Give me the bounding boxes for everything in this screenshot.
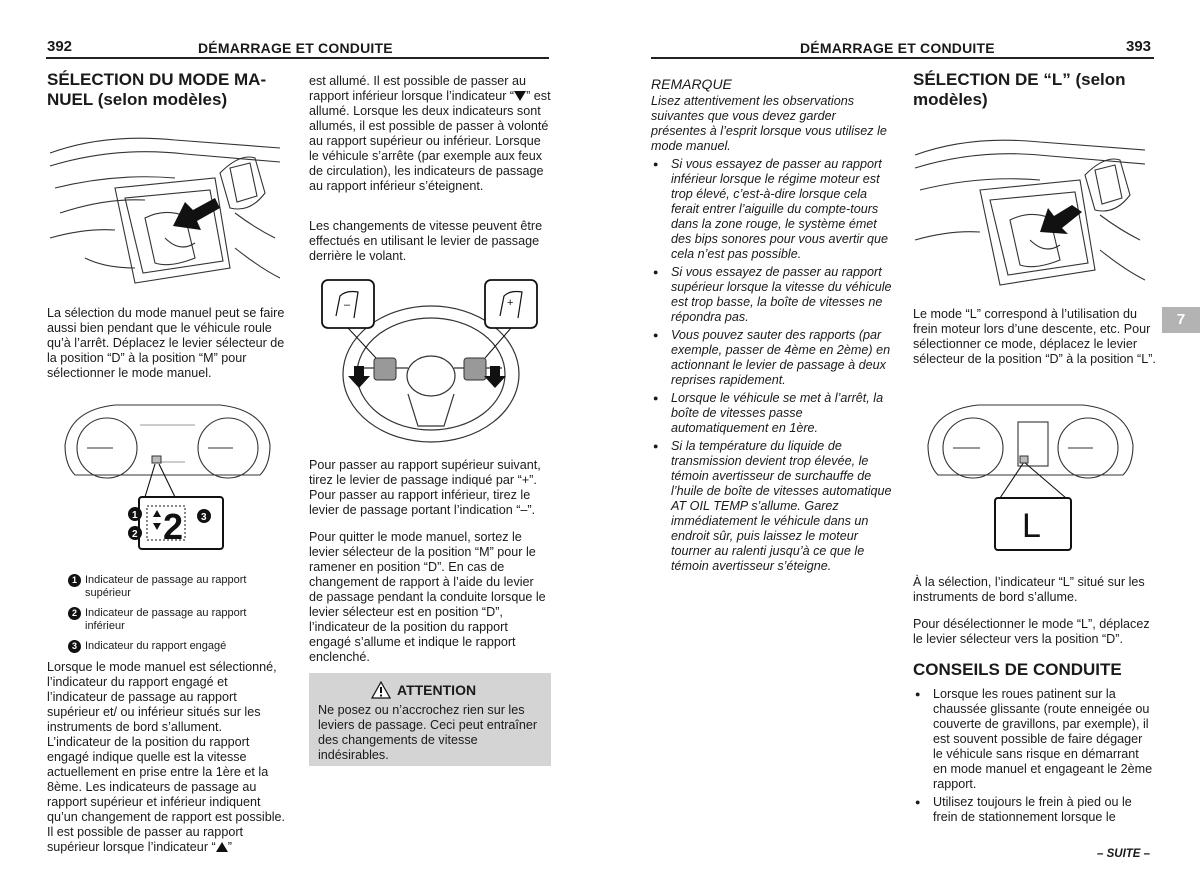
list-item: ● Lorsque les roues patinent sur la chaussée glissante (route enneigée ou couverte de gravillons, par exemple), il est souvent possible de faire dégager le véhicule sans risque en démarrant en mode manuel et engageant le 2ème rapport. — [913, 687, 1155, 792]
list-item: ● Si vous essayez de passer au rapport inférieur lorsque le régime moteur est trop élevé, c’est-à-dire lorsque cela ferait entrer l’aiguille du compte-tours dans la zone rouge, le système émet des bips sonores pour vous avertir que cela n’est pas possible. — [651, 157, 894, 262]
manual-mode-body-text: Lorsque le mode manuel est sélectionné, l’indicateur du rapport engagé et l’indicateur de passage au rapport supérieur et/ ou inférieur situés sur les instruments de bord s’allument. L’indicateur de la position du rapport engagé indique quelle est la vitesse actuellement en prise entre la 1ère et la 8ème. Les indicateurs de passage au rapport supérieur et inférieur indiquent qu’un changement de rapport est possible. Il est possible de passer au rapport supérieur lorsque l’indicateur “ — [47, 660, 286, 854]
list-item: ● Si la température du liquide de transmission devient trop élevée, le témoin avertisseur de surchauffe de l’huile de boîte de vitesses automatique AT OIL TEMP s’allume. Garez immédiatement le véhicule dans un endroit sûr, puis laissez le moteur tourner au ralenti jusqu’à ce que le témoin avertisseur s’éteigne. — [651, 439, 894, 574]
section-title-l-mode: SÉLECTION DE “L” (selon modèles) — [913, 70, 1126, 109]
section-title-driving-tips: CONSEILS DE CONDUITE — [913, 660, 1122, 679]
manual-mode-intro: La sélection du mode manuel peut se faire aussi bien pendant que le véhicule roule qu’à l’arrêt. Déplacez le levier sélecteur de la position “D” à la position “M” pour sélectionner le mode manuel. — [47, 306, 285, 380]
l-cluster-illustration — [918, 400, 1143, 560]
list-item: ● Vous pouvez sauter des rapports (par exemple, passer de 4ème en 2ème) en actionnant le levier de passage à deux reprises rapidement. — [651, 328, 894, 388]
svg-text:2: 2 — [132, 529, 138, 540]
left-running-head: DÉMARRAGE ET CONDUITE — [198, 40, 393, 56]
manual-mode-body — [47, 660, 289, 855]
paddle-shift-intro: Les changements de vitesse peuvent être effectués en utilisant le levier de passage derrière le volant. — [309, 219, 543, 263]
paddle-shift-instructions: Pour passer au rapport supérieur suivant, tirez le levier de passage indiqué par “+”. Pour passer au rapport inférieur, tirez le levier de passage portant l’indication “–”. — [309, 458, 541, 517]
right-header-rule — [651, 57, 1154, 59]
plus-paddle-symbol: + — [507, 297, 514, 309]
attention-header — [371, 681, 476, 699]
indicator-explanation-start: est allumé. Il est possible de passer au rapport inférieur lorsque l’indicateur “ — [309, 74, 527, 103]
indicator-explanation-end: ” est allumé. Lorsque les deux indicateurs sont allumés, il est possible de passer à volonté au rapport supérieur ou inférieur. Lorsque le véhicule s’arrête (par exemple aux feux de circulation), les indicateurs de passage au rapport inférieur s’éteignent. — [309, 89, 551, 193]
shifter-console-illustration — [45, 118, 285, 293]
attention-text: Ne posez ou n’accrochez rien sur les leviers de passage. Ceci peut entraîner des changements de vitesse indésirables. — [318, 703, 538, 762]
right-page-number: 393 — [1126, 38, 1152, 55]
gear-number-display: 2 — [163, 506, 184, 547]
indicator-explanation — [309, 74, 551, 194]
downshift-triangle-icon — [514, 91, 526, 101]
l-indicator-display: L — [1022, 507, 1041, 545]
legend-number: 3 — [68, 640, 81, 653]
left-header-rule — [46, 57, 549, 59]
legend-item — [68, 640, 283, 653]
driving-tips-list — [913, 687, 1155, 828]
svg-text:1: 1 — [132, 510, 138, 521]
list-item: ● Lorsque le véhicule se met à l’arrêt, la boîte de vitesses passe automatiquement en 1ère. — [651, 391, 894, 436]
pull-arrow-right-icon — [484, 366, 506, 388]
remarque-title: REMARQUE — [651, 76, 732, 92]
legend-item — [68, 607, 283, 633]
indicator-legend — [68, 574, 283, 660]
legend-text: Indicateur de passage au rapport supérieur — [85, 574, 247, 599]
legend-item — [68, 574, 283, 600]
continued-marker: – SUITE – — [1097, 848, 1151, 860]
list-item: ● Utilisez toujours le frein à pied ou le frein de stationnement lorsque le — [913, 795, 1155, 825]
instrument-cluster-illustration — [55, 400, 280, 560]
remarque-intro: Lisez attentivement les observations suivantes que vous devez garder présentes à l’esprit lorsque vous utilisez le mode manuel. — [651, 94, 887, 153]
remarque-list — [651, 157, 894, 577]
warning-triangle-icon — [371, 681, 391, 699]
steering-wheel-paddles-illustration — [318, 276, 543, 446]
l-mode-deselect-text: Pour désélectionner le mode “L”, déplacez le levier sélecteur vers la position “D”. — [913, 617, 1150, 646]
legend-number: 1 — [68, 574, 81, 587]
section-title-manual-mode: SÉLECTION DU MODE MA- NUEL (selon modèles) — [47, 70, 267, 109]
shift-to-l-arrow-icon — [1040, 205, 1082, 234]
legend-text: Indicateur du rapport engagé — [85, 640, 227, 652]
attention-box — [309, 673, 551, 766]
legend-number: 2 — [68, 607, 81, 620]
legend-text: Indicateur de passage au rapport inférieur — [85, 607, 247, 632]
pull-arrow-left-icon — [348, 366, 370, 388]
l-mode-indicator-text: À la sélection, l’indicateur “L” situé sur les instruments de bord s’allume. — [913, 575, 1145, 604]
shift-direction-arrow-icon — [173, 198, 220, 230]
exit-manual-mode-text: Pour quitter le mode manuel, sortez le levier sélecteur de la position “M” pour le ramener en position “D”. En cas de changement de rapport à l’aide du levier de passage pendant la conduite lorsque le levier sélecteur est en position “D”, l’indicateur de la position du rapport engagé s’allume et indique le rapport enclenché. — [309, 530, 546, 664]
right-running-head: DÉMARRAGE ET CONDUITE — [800, 40, 995, 56]
attention-title: ATTENTION — [397, 682, 477, 698]
chapter-tab: 7 — [1162, 307, 1200, 333]
list-item: ● Si vous essayez de passer au rapport supérieur lorsque la vitesse du véhicule est trop basse, la boîte de vitesses ne répondra pas. — [651, 265, 894, 325]
minus-paddle-symbol: – — [344, 299, 351, 311]
left-page-number: 392 — [47, 38, 73, 55]
svg-text:3: 3 — [201, 512, 207, 523]
manual-mode-body-end: ” — [227, 840, 232, 854]
shifter-l-illustration — [910, 120, 1150, 295]
l-mode-description: Le mode “L” correspond à l’utilisation du frein moteur lors d’une descente, etc. Pour sélectionner ce mode, déplacez le levier sélecteur de la position “D” à la position “L”. — [913, 307, 1156, 366]
upshift-triangle-icon — [216, 842, 228, 852]
